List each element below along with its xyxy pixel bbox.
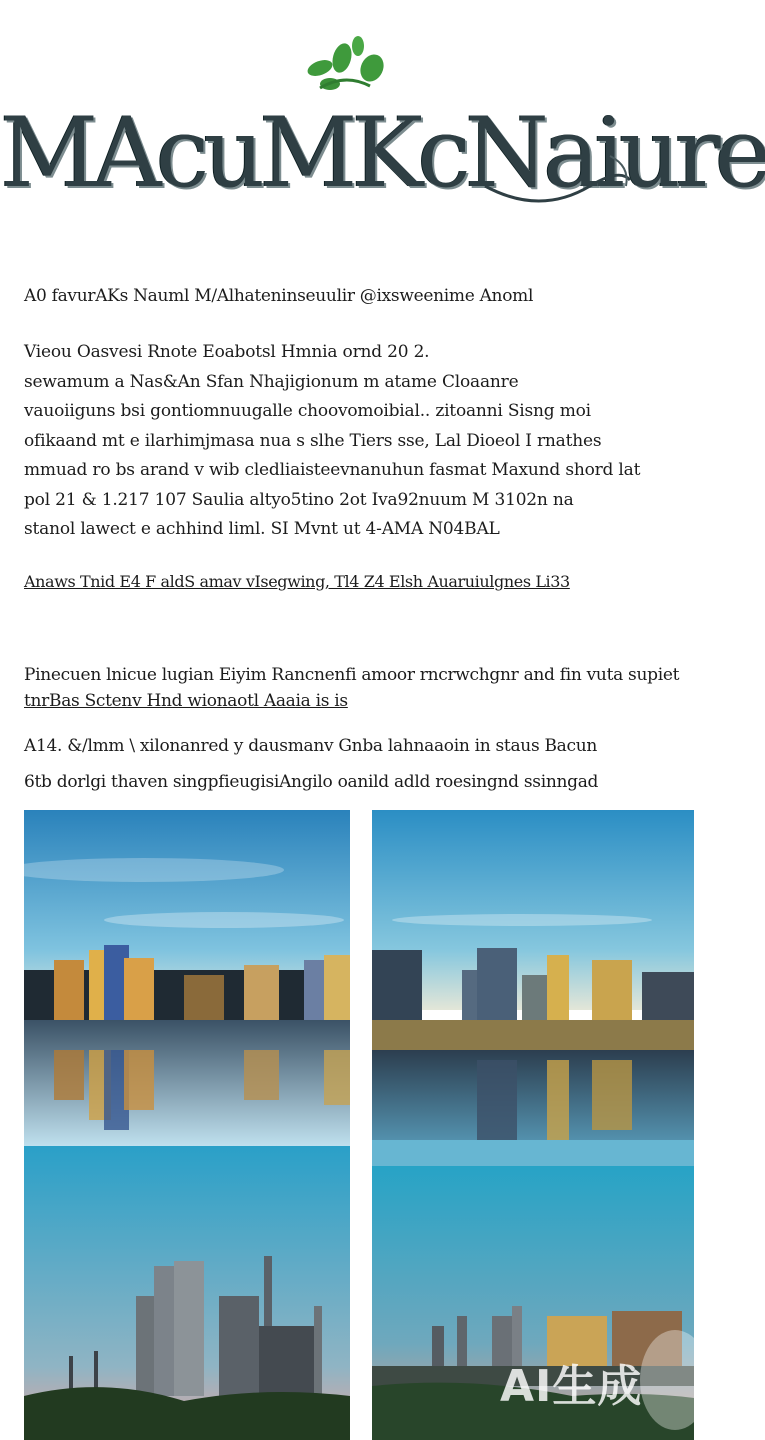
clover-leaf-icon bbox=[300, 28, 390, 98]
paragraph-line: vauoiiguns bsi gontiomnuugalle choovomoibial.. zitoanni Sisng moi bbox=[24, 401, 591, 421]
paragraph-line: stanol lawect e achhind liml. SI Mvnt ut 4-AMA N04BAL bbox=[24, 519, 500, 539]
masthead-logo bbox=[0, 20, 765, 220]
paragraph-line: sewamum a Nas&An Sfan Nhajigionum m atame Cloaanre bbox=[24, 371, 519, 392]
section-body-line: A14. &/lmm \ xilonanred y dausmanv Gnba lahnaaoin in staus Bacun bbox=[24, 736, 598, 756]
ai-generated-watermark: AI生成 bbox=[500, 1361, 643, 1412]
section-heading bbox=[24, 662, 696, 714]
article-paragraph bbox=[24, 338, 696, 545]
section-heading-link[interactable]: tnrBas Sctenv Hnd wionaotl Aaaia is is bbox=[24, 691, 348, 711]
watermark-badge bbox=[640, 1330, 710, 1430]
industrial-skyline-photo-left bbox=[24, 1146, 350, 1440]
masthead-title: MAcuMKcNaiure bbox=[0, 97, 765, 209]
paragraph-line: ofikaand mt e ilarhimjmasa nua s slhe Tiers sse, Lal Dioeol I rnathes bbox=[24, 430, 602, 451]
section-heading-line: Pinecuen lnicue lugian Eiyim Rancnenfi amoor rncrwchgnr and fin vuta supiet bbox=[24, 665, 680, 685]
paragraph-line: mmuad ro bs arand v wib cledliaisteevnanuhun fasmat Maxund shord lat bbox=[24, 460, 641, 480]
article-link[interactable]: Anaws Tnid E4 F aldS amav vIsegwing, Tl4 Z4 Elsh Auaruiulgnes Li33 bbox=[24, 572, 570, 591]
city-skyline-photo-left bbox=[24, 810, 350, 1146]
paragraph-line: Vieou Oasvesi Rnote Eoabotsl Hmnia ornd 20 2. bbox=[24, 342, 430, 362]
paragraph-line: pol 21 & 1.217 107 Saulia altyo5tino 2ot Iva92nuum M 3102n na bbox=[24, 489, 574, 510]
section-body bbox=[24, 728, 696, 800]
intro-line: A0 favurAKs Nauml M/Alhateninseuulir @ixsweenime Anoml bbox=[24, 286, 534, 306]
logo-swash-icon bbox=[480, 146, 640, 216]
city-skyline-photo-right bbox=[372, 810, 694, 1166]
section-body-line: 6tb dorlgi thaven singpfieugisiAngilo oanild adld roesingnd ssinngad bbox=[24, 772, 599, 792]
